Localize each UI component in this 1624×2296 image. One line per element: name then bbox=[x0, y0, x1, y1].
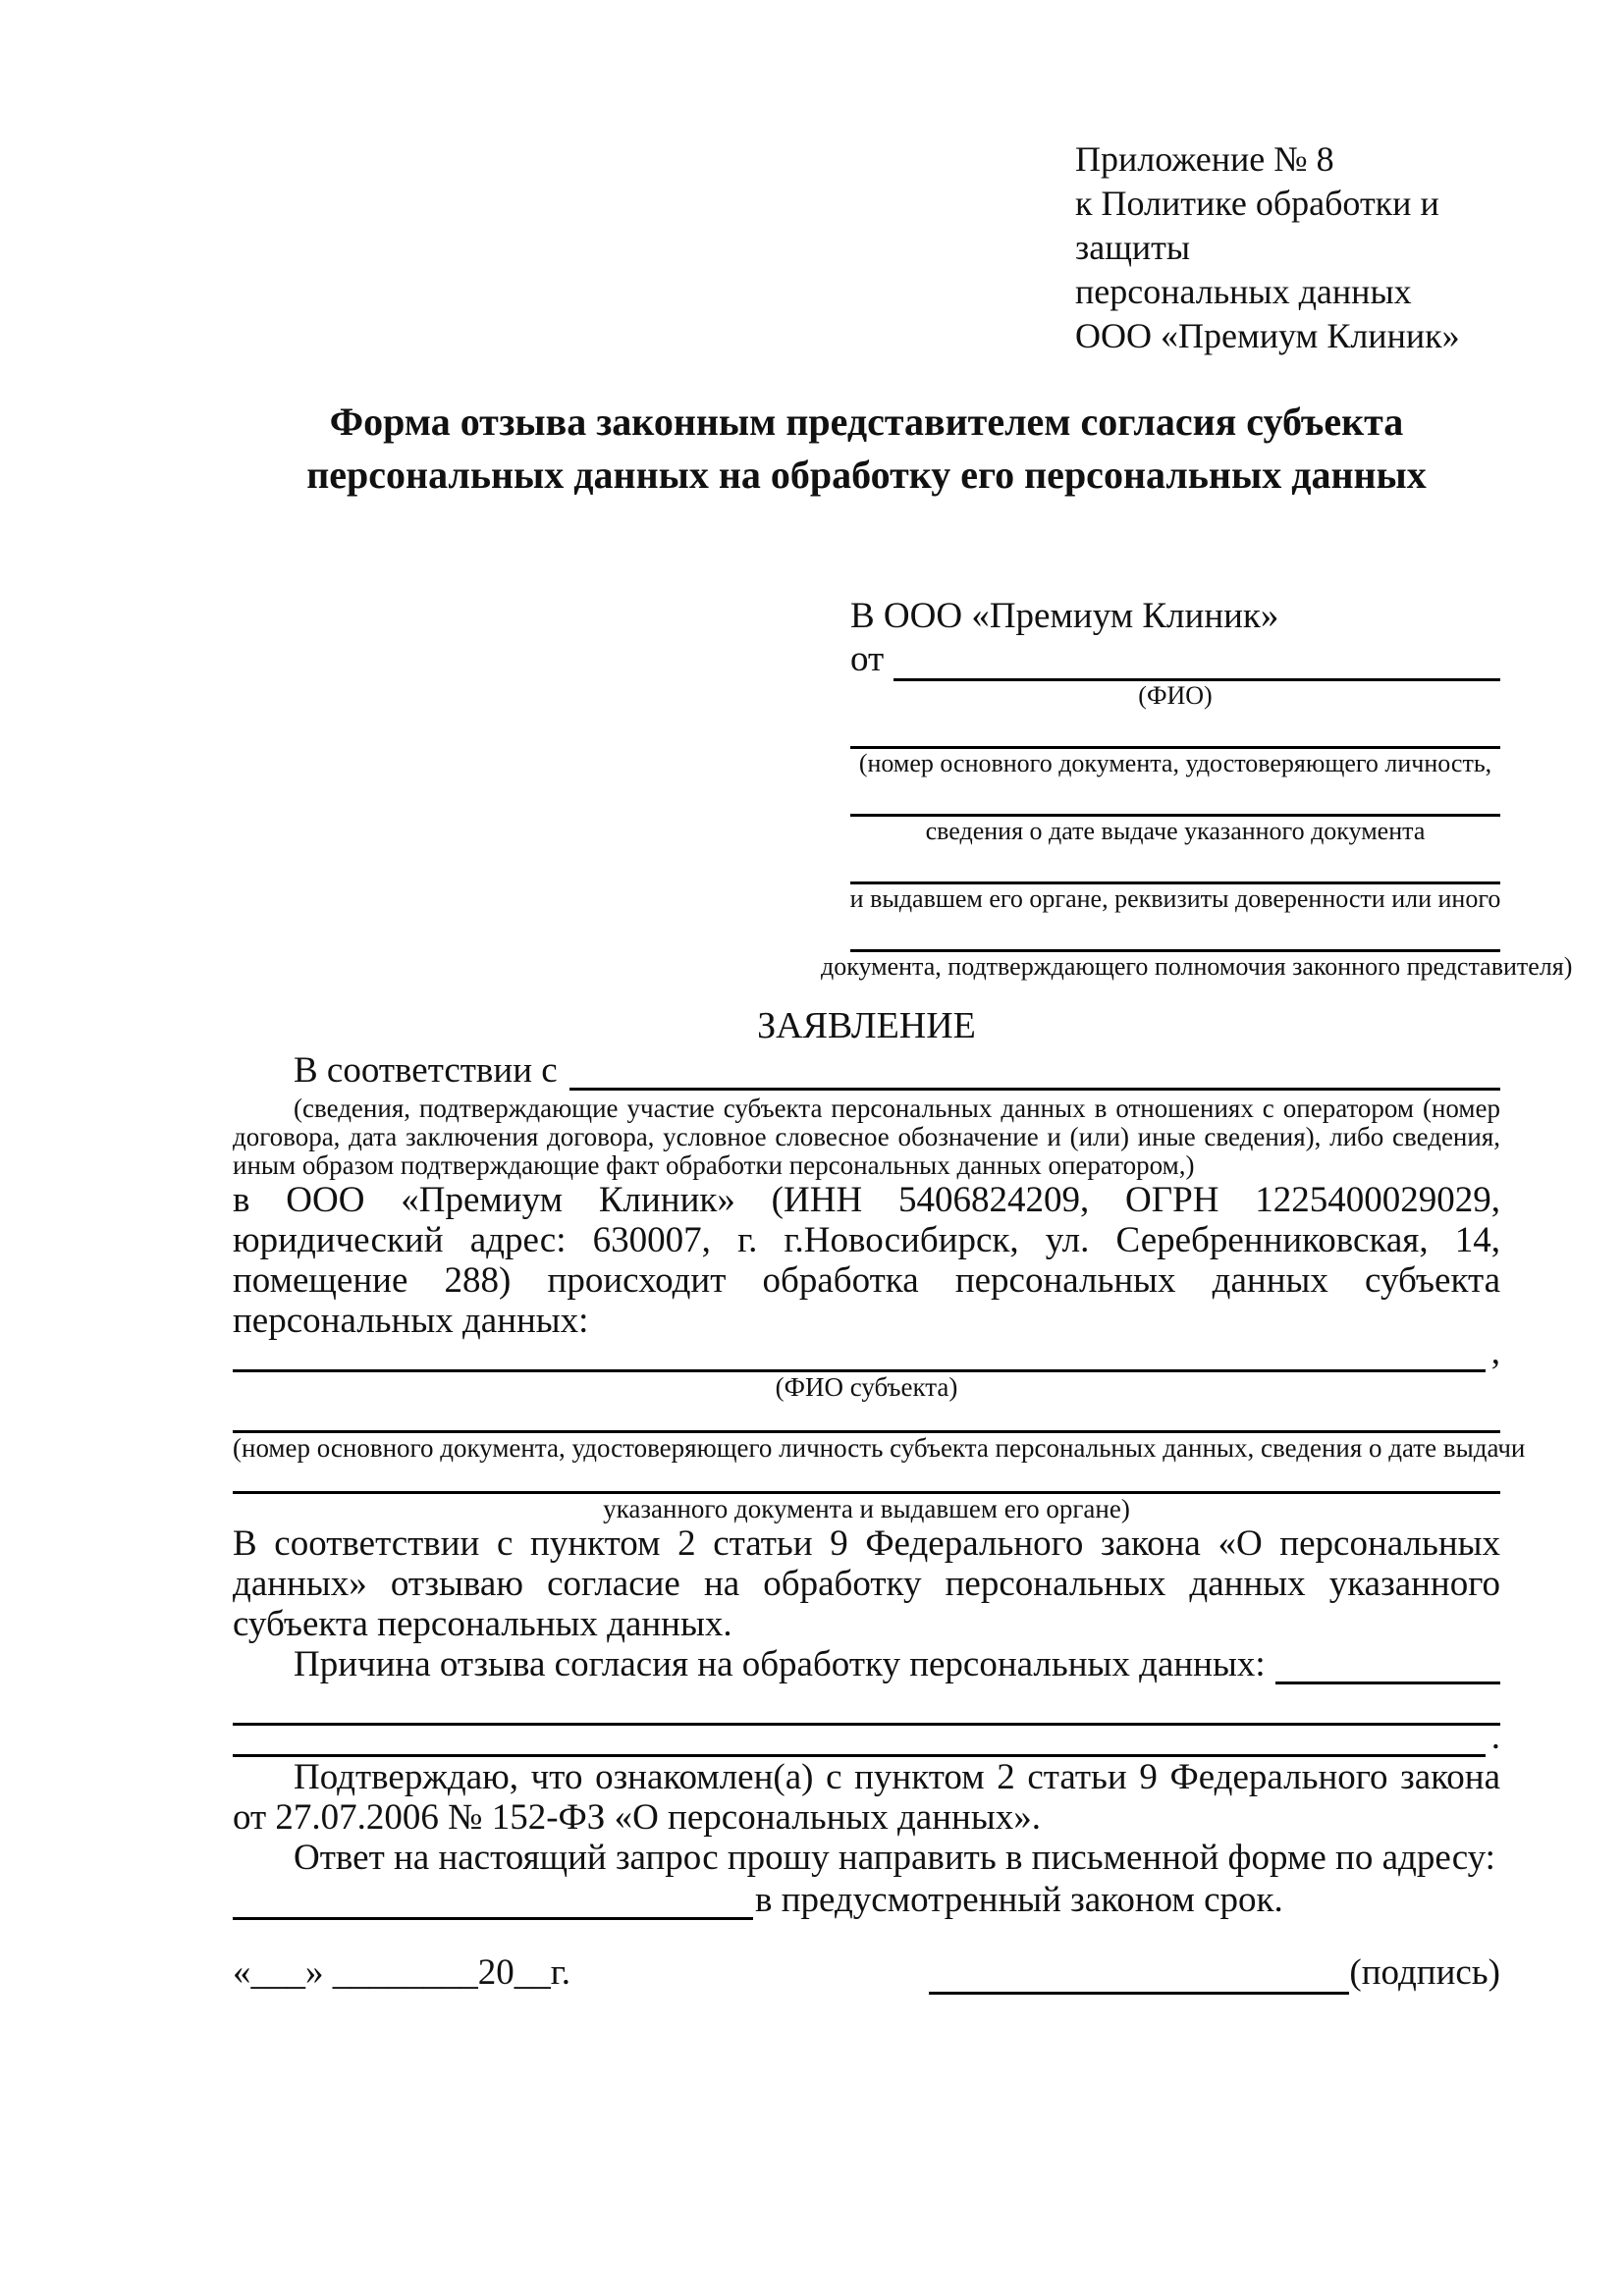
doc-label-2: сведения о дате выдаче указанного документа bbox=[925, 817, 1426, 845]
from-prefix: от bbox=[850, 639, 885, 679]
reason-extra-blank-2[interactable] bbox=[233, 1729, 1486, 1757]
reason-blank[interactable] bbox=[1275, 1645, 1500, 1684]
appendix-line: к Политике обработки и защиты bbox=[1075, 184, 1439, 267]
representative-doc-blank-1[interactable] bbox=[850, 724, 1500, 749]
appendix-reference bbox=[1075, 137, 1546, 358]
statement-heading: ЗАЯВЛЕНИЕ bbox=[757, 1005, 976, 1046]
addressee-block bbox=[821, 595, 1573, 982]
fine-print-note: (сведения, подтверждающие участие субъекта персональных данных в отношениях с оператором (номер договора, дата заключения договора, условное словесное обозначение и (или) иные сведения), либо сведения, иным образом подтверждающие факт обработки персональных данных оператором,) bbox=[233, 1094, 1500, 1180]
accordance-prefix: В соответствии с bbox=[294, 1050, 558, 1091]
subject-doc-blank-1[interactable] bbox=[233, 1405, 1500, 1433]
comma-after-blank: , bbox=[1490, 1332, 1500, 1372]
operator-paragraph: в ООО «Премиум Клиник» (ИНН 5406824209, ОГРН 1225400029029, юридический адрес: 630007, г. г.Новосибирск, ул. Серебренниковская, 14, помещение 288) происходит обработка персональных данных субъекта персональных данных: bbox=[233, 1180, 1500, 1341]
subject-doc-blank-2[interactable] bbox=[233, 1466, 1500, 1494]
reason-extra-blank-1[interactable] bbox=[233, 1697, 1500, 1726]
signature-label: (подпись) bbox=[1349, 1952, 1500, 1993]
date-line: «___» ________20__г. bbox=[233, 1952, 571, 1993]
response-address-line bbox=[233, 1880, 1500, 1920]
appendix-line: персональных данных bbox=[1075, 272, 1412, 311]
representative-fio-blank[interactable] bbox=[893, 642, 1500, 681]
subject-fio-label: (ФИО субъекта) bbox=[775, 1372, 958, 1402]
response-paragraph: Ответ на настоящий запрос прошу направить в письменной форме по адресу: bbox=[294, 1838, 1495, 1878]
recipient-line: В ООО «Премиум Клиник» bbox=[850, 596, 1279, 636]
subject-fio-line bbox=[233, 1332, 1500, 1372]
representative-doc-blank-4[interactable] bbox=[850, 928, 1500, 952]
subject-doc-label-2: указанного документа и выдавшем его органе) bbox=[603, 1494, 1130, 1523]
appendix-line: ООО «Премиум Клиник» bbox=[1075, 316, 1460, 355]
representative-doc-blank-2[interactable] bbox=[850, 792, 1500, 817]
reason-extra-line-2 bbox=[233, 1717, 1500, 1757]
response-suffix: в предусмотренный законом срок. bbox=[755, 1880, 1283, 1920]
doc-label-3: и выдавшем его органе, реквизиты доверенности или иного bbox=[849, 884, 1501, 913]
accordance-blank[interactable] bbox=[569, 1051, 1500, 1091]
doc-label-1: (номер основного документа, удостоверяющего личность, bbox=[858, 749, 1492, 777]
period-after-blank: . bbox=[1490, 1717, 1500, 1757]
from-line bbox=[850, 638, 1500, 681]
subject-doc-line-2 bbox=[233, 1468, 1500, 1494]
withdrawal-paragraph: В соответствии с пунктом 2 статьи 9 Федерального закона «О персональных данных» отзываю согласие на обработку персональных данных указанного субъекта персональных данных. bbox=[233, 1523, 1500, 1644]
signature-blank[interactable] bbox=[929, 1955, 1349, 1995]
subject-doc-line-1 bbox=[233, 1408, 1500, 1433]
document-title: Форма отзыва законным представителем согласия субъекта персональных данных на обработку его персональных данных bbox=[306, 400, 1427, 497]
acknowledgment-paragraph: Подтверждаю, что ознакомлен(а) с пунктом 2 статьи 9 Федерального закона от 27.07.2006 № 152-ФЗ «О персональных данных». bbox=[233, 1757, 1500, 1838]
representative-doc-blank-3[interactable] bbox=[850, 860, 1500, 884]
reason-line bbox=[233, 1644, 1500, 1684]
signature-row bbox=[233, 1951, 1500, 1995]
fio-label: (ФИО) bbox=[1138, 681, 1213, 710]
accordance-line bbox=[233, 1050, 1500, 1091]
reason-extra-line-1 bbox=[233, 1700, 1500, 1726]
response-address-blank[interactable] bbox=[233, 1881, 753, 1920]
doc-label-4: документа, подтверждающего полномочия законного представителя) bbox=[821, 952, 1573, 981]
appendix-line: Приложение № 8 bbox=[1075, 139, 1334, 179]
reason-prefix: Причина отзыва согласия на обработку персональных данных: bbox=[294, 1644, 1266, 1684]
signature-area bbox=[929, 1951, 1500, 1995]
subject-fio-blank[interactable] bbox=[233, 1344, 1486, 1372]
statement-section bbox=[233, 1003, 1526, 1920]
subject-doc-label-1: (номер основного документа, удостоверяющего личность субъекта персональных данных, сведения о дате выдачи bbox=[233, 1433, 1526, 1463]
